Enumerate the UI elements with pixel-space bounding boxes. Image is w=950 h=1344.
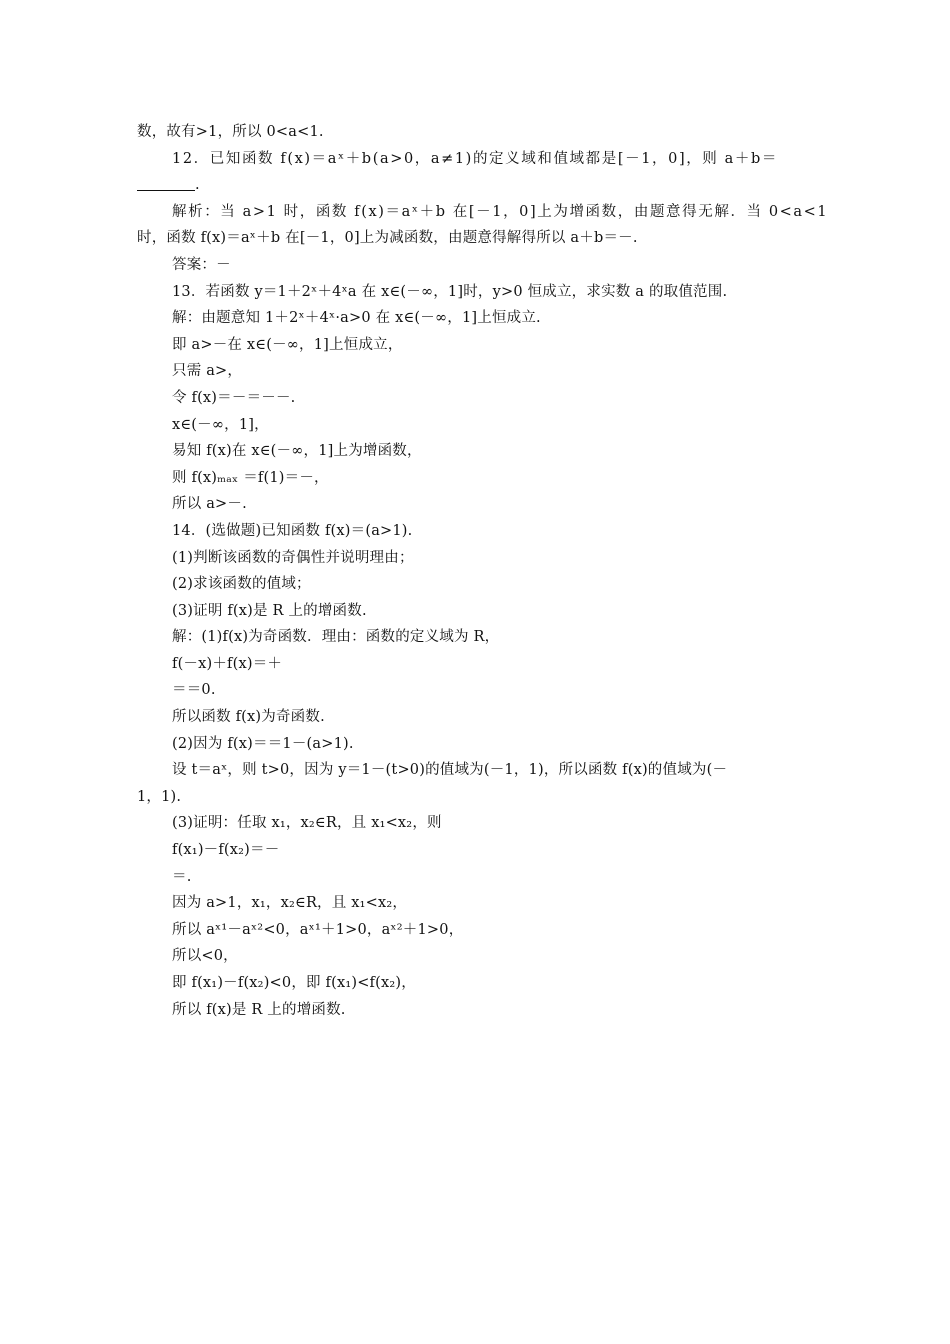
solution-line: x∈(－∞，1]， [172, 416, 269, 433]
text-line: 数，故有>1，所以 0<a<1. [137, 124, 324, 140]
solution-line: 易知 f(x)在 x∈(－∞，1]上为增函数， [172, 443, 422, 460]
solution-line: (3)证明：任取 x₁，x₂∈R，且 x₁<x₂，则 [172, 815, 442, 832]
blank-period: . [195, 177, 200, 194]
solution-analysis-line: 时，函数 f(x)＝aˣ＋b 在[－1，0]上为减函数，由题意得解得所以 a＋b＝－. [137, 230, 638, 247]
solution-line: 即 a>－在 x∈(－∞，1]上恒成立， [172, 336, 403, 353]
solution-analysis-line: 解析：当 a>1 时，函数 f(x)＝aˣ＋b 在[－1，0]上为增函数，由题意得无解．当 0<a<1 [172, 203, 829, 220]
conclusion-line: 所以 f(x)是 R 上的增函数. [172, 1001, 346, 1018]
solution-line: 1，1). [137, 788, 182, 805]
solution-line: 因为 a>1，x₁，x₂∈R，且 x₁<x₂， [172, 895, 408, 912]
solution-line: 所以函数 f(x)为奇函数. [172, 709, 325, 726]
solution-line: 设 t＝aˣ，则 t>0，因为 y＝1－(t>0)的值域为(－1，1)，所以函数 f(x)的值域为(－ [172, 762, 728, 779]
answer-blank [137, 176, 195, 191]
solution-line: (2)因为 f(x)＝＝1－(a>1). [172, 735, 354, 752]
solution-line: 即 f(x₁)－f(x₂)<0，即 f(x₁)<f(x₂)， [172, 975, 416, 991]
solution-line: 所以 a>－. [172, 496, 247, 513]
solution-line: 则 f(x)ₘₐₓ ＝f(1)＝－， [172, 469, 329, 486]
problem-14-part-2: (2)求该函数的值域； [172, 576, 311, 593]
solution-line: 解：(1)f(x)为奇函数．理由：函数的定义域为 R， [172, 629, 500, 646]
solution-line: 解：由题意知 1＋2ˣ＋4ˣ·a>0 在 x∈(－∞，1]上恒成立. [172, 310, 541, 327]
answer-line: 答案：－ [172, 256, 231, 273]
solution-line: ＝. [172, 868, 192, 885]
document-body [137, 119, 829, 1023]
solution-line: 只需 a>， [172, 363, 243, 380]
problem-12-statement: 12．已知函数 f(x)＝aˣ＋b(a>0，a≠1)的定义域和值域都是[－1，0]，则 a＋b＝ [172, 150, 778, 167]
solution-line: 令 f(x)＝－＝－－. [172, 389, 296, 406]
solution-line: 所以<0， [172, 948, 238, 965]
solution-line: 所以 aˣ¹－aˣ²<0，aˣ¹＋1>0，aˣ²＋1>0， [172, 921, 464, 938]
solution-line: f(－x)＋f(x)＝＋ [172, 655, 283, 672]
problem-14-statement: 14．(选做题)已知函数 f(x)＝(a>1). [172, 522, 413, 539]
problem-13-statement: 13．若函数 y＝1＋2ˣ＋4ˣa 在 x∈(－∞，1]时，y>0 恒成立，求实数 a 的取值范围. [172, 283, 728, 300]
answer-blank-line [137, 172, 817, 199]
problem-14-part-1: (1)判断该函数的奇偶性并说明理由； [172, 549, 414, 566]
solution-line: ＝＝0. [172, 682, 216, 699]
problem-14-part-3: (3)证明 f(x)是 R 上的增函数. [172, 602, 367, 619]
solution-line: f(x₁)－f(x₂)＝－ [172, 842, 280, 859]
